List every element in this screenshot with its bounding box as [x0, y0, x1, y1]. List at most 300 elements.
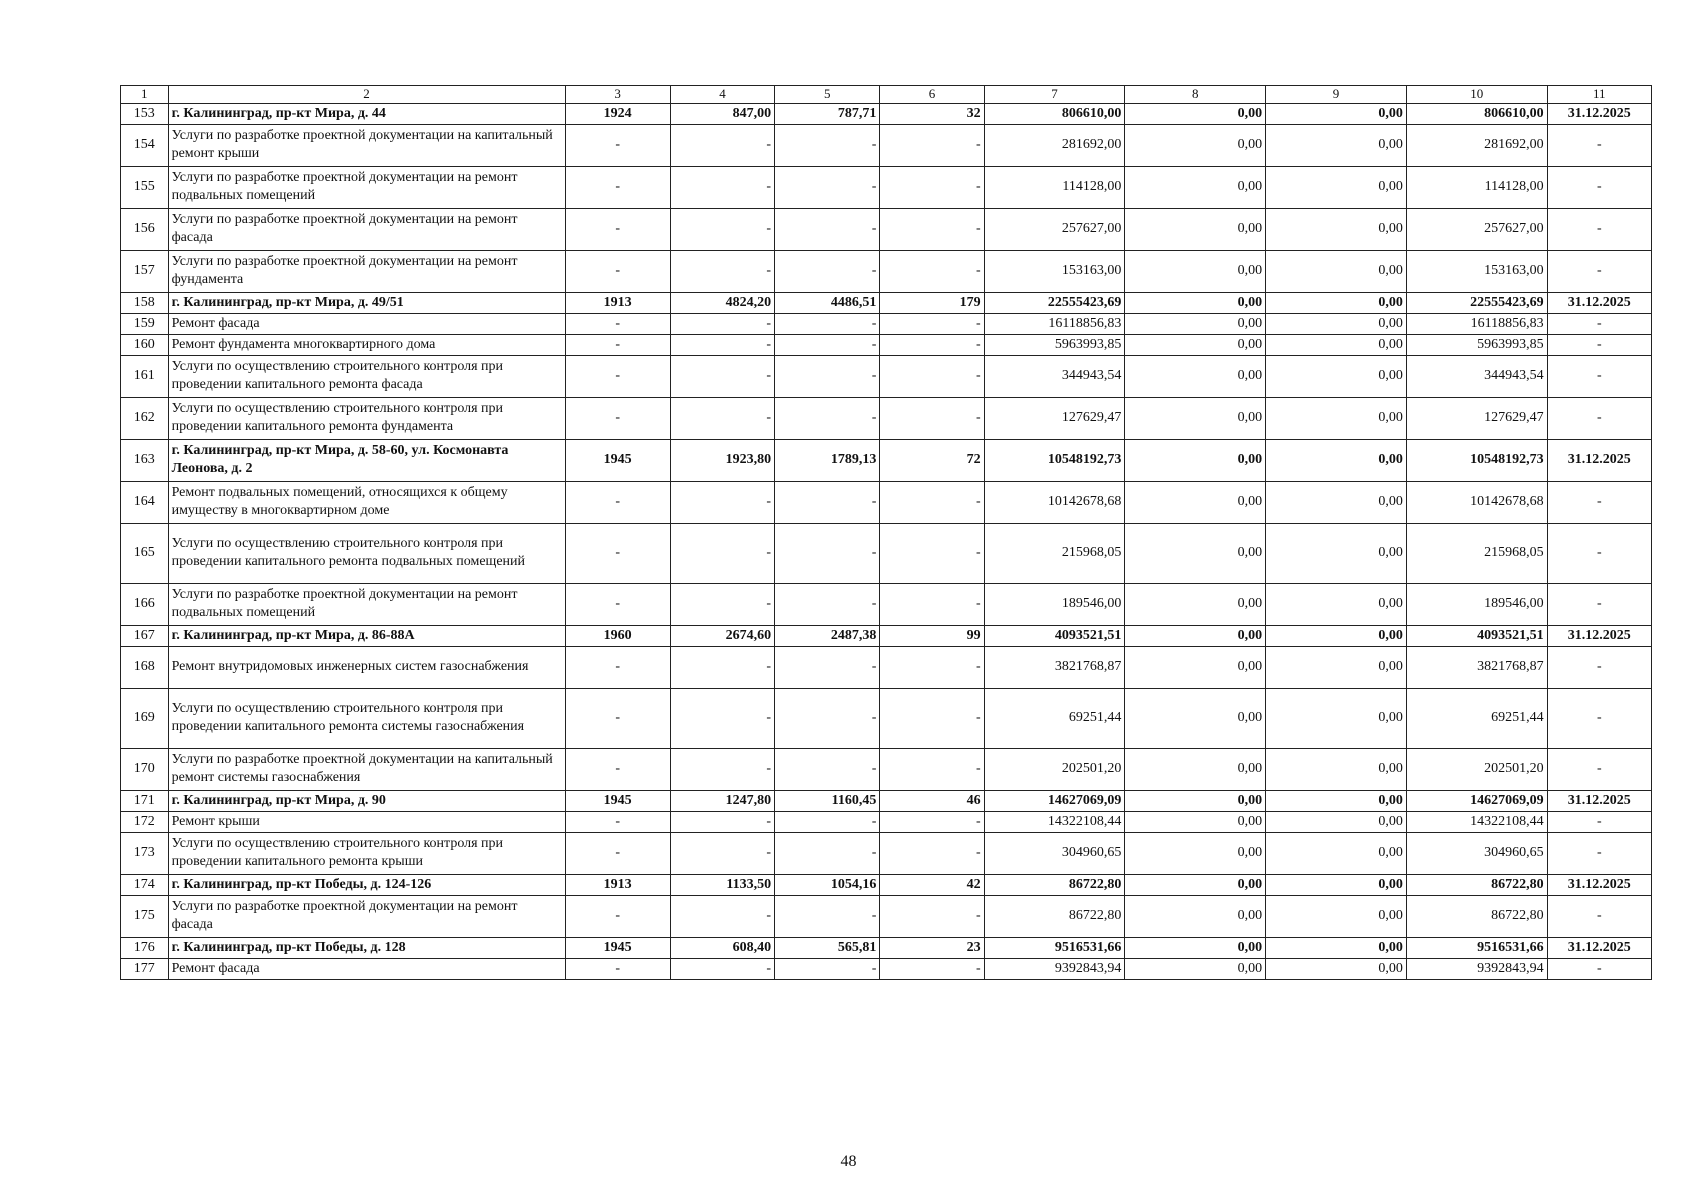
row-name: Ремонт фасада	[168, 958, 565, 979]
area-total: 1133,50	[670, 874, 774, 895]
value-col10: 86722,80	[1406, 895, 1547, 937]
cost-total: 189546,00	[984, 583, 1125, 625]
row-name: г. Калининград, пр-кт Мира, д. 44	[168, 103, 565, 124]
cost-total: 86722,80	[984, 874, 1125, 895]
cost-total: 215968,05	[984, 523, 1125, 583]
deadline: 31.12.2025	[1547, 292, 1651, 313]
value-col9: 0,00	[1266, 583, 1407, 625]
row-number: 173	[121, 832, 169, 874]
column-number: 1	[121, 86, 169, 104]
value-col8: 0,00	[1125, 355, 1266, 397]
deadline: -	[1547, 748, 1651, 790]
residents-count: -	[880, 895, 984, 937]
row-number: 157	[121, 250, 169, 292]
deadline: -	[1547, 895, 1651, 937]
area-living: 1054,16	[775, 874, 880, 895]
deadline: -	[1547, 523, 1651, 583]
area-living: -	[775, 481, 880, 523]
row-number: 169	[121, 688, 169, 748]
value-col10: 114128,00	[1406, 166, 1547, 208]
row-name: Услуги по разработке проектной документации на ремонт фасада	[168, 208, 565, 250]
area-total: -	[670, 895, 774, 937]
cost-total: 9392843,94	[984, 958, 1125, 979]
value-col10: 9392843,94	[1406, 958, 1547, 979]
cost-total: 344943,54	[984, 355, 1125, 397]
area-living: 1160,45	[775, 790, 880, 811]
area-living: -	[775, 832, 880, 874]
cost-total: 3821768,87	[984, 646, 1125, 688]
value-col8: 0,00	[1125, 748, 1266, 790]
row-number: 170	[121, 748, 169, 790]
area-total: -	[670, 958, 774, 979]
area-total: -	[670, 811, 774, 832]
value-col9: 0,00	[1266, 250, 1407, 292]
area-living: -	[775, 895, 880, 937]
row-name: Услуги по разработке проектной документации на ремонт фундамента	[168, 250, 565, 292]
value-col10: 344943,54	[1406, 355, 1547, 397]
residents-count: -	[880, 397, 984, 439]
deadline: 31.12.2025	[1547, 625, 1651, 646]
area-living: -	[775, 688, 880, 748]
area-living: -	[775, 355, 880, 397]
residents-count: 46	[880, 790, 984, 811]
build-year: -	[565, 748, 670, 790]
value-col10: 10142678,68	[1406, 481, 1547, 523]
area-living: -	[775, 166, 880, 208]
area-total: -	[670, 124, 774, 166]
value-col9: 0,00	[1266, 481, 1407, 523]
table-row	[121, 646, 1652, 688]
row-name: Ремонт фасада	[168, 313, 565, 334]
residents-count: -	[880, 355, 984, 397]
area-total: -	[670, 523, 774, 583]
area-total: -	[670, 313, 774, 334]
area-living: 787,71	[775, 103, 880, 124]
row-number: 156	[121, 208, 169, 250]
table-row	[121, 166, 1652, 208]
row-name: Услуги по осуществлению строительного контроля при проведении капитального ремонта подвальных помещений	[168, 523, 565, 583]
cost-total: 806610,00	[984, 103, 1125, 124]
value-col8: 0,00	[1125, 292, 1266, 313]
residents-count: -	[880, 166, 984, 208]
deadline: -	[1547, 166, 1651, 208]
table-row	[121, 895, 1652, 937]
cost-total: 10548192,73	[984, 439, 1125, 481]
value-col8: 0,00	[1125, 439, 1266, 481]
row-name: Услуги по осуществлению строительного контроля при проведении капитального ремонта фундамента	[168, 397, 565, 439]
cost-total: 127629,47	[984, 397, 1125, 439]
value-col9: 0,00	[1266, 625, 1407, 646]
value-col10: 10548192,73	[1406, 439, 1547, 481]
row-number: 161	[121, 355, 169, 397]
residents-count: 23	[880, 937, 984, 958]
value-col10: 189546,00	[1406, 583, 1547, 625]
deadline: -	[1547, 250, 1651, 292]
value-col8: 0,00	[1125, 811, 1266, 832]
build-year: 1913	[565, 292, 670, 313]
table-row	[121, 937, 1652, 958]
area-total: -	[670, 481, 774, 523]
row-number: 176	[121, 937, 169, 958]
value-col10: 127629,47	[1406, 397, 1547, 439]
table-row	[121, 748, 1652, 790]
row-name: Услуги по разработке проектной документации на ремонт подвальных помещений	[168, 166, 565, 208]
table-row	[121, 292, 1652, 313]
build-year: -	[565, 688, 670, 748]
residents-count: -	[880, 748, 984, 790]
table-row	[121, 625, 1652, 646]
row-number: 153	[121, 103, 169, 124]
residents-count: -	[880, 523, 984, 583]
table-row	[121, 583, 1652, 625]
cost-total: 114128,00	[984, 166, 1125, 208]
value-col9: 0,00	[1266, 166, 1407, 208]
row-name: г. Калининград, пр-кт Мира, д. 49/51	[168, 292, 565, 313]
cost-total: 153163,00	[984, 250, 1125, 292]
row-name: Ремонт подвальных помещений, относящихся к общему имуществу в многоквартирном доме	[168, 481, 565, 523]
area-total: -	[670, 583, 774, 625]
value-col10: 215968,05	[1406, 523, 1547, 583]
value-col9: 0,00	[1266, 958, 1407, 979]
table-row	[121, 313, 1652, 334]
row-number: 171	[121, 790, 169, 811]
deadline: -	[1547, 958, 1651, 979]
cost-total: 22555423,69	[984, 292, 1125, 313]
deadline: -	[1547, 646, 1651, 688]
deadline: -	[1547, 334, 1651, 355]
build-year: -	[565, 334, 670, 355]
build-year: 1924	[565, 103, 670, 124]
table-row	[121, 208, 1652, 250]
cost-total: 257627,00	[984, 208, 1125, 250]
deadline: -	[1547, 583, 1651, 625]
value-col10: 304960,65	[1406, 832, 1547, 874]
table-row	[121, 688, 1652, 748]
build-year: 1960	[565, 625, 670, 646]
residents-count: -	[880, 124, 984, 166]
build-year: -	[565, 208, 670, 250]
row-name: Услуги по разработке проектной документации на капитальный ремонт системы газоснабжения	[168, 748, 565, 790]
row-number: 166	[121, 583, 169, 625]
area-total: -	[670, 166, 774, 208]
area-total: 2674,60	[670, 625, 774, 646]
row-name: г. Калининград, пр-кт Победы, д. 128	[168, 937, 565, 958]
row-name: Услуги по разработке проектной документации на капитальный ремонт крыши	[168, 124, 565, 166]
build-year: -	[565, 811, 670, 832]
area-total: -	[670, 646, 774, 688]
deadline: -	[1547, 688, 1651, 748]
value-col10: 153163,00	[1406, 250, 1547, 292]
value-col9: 0,00	[1266, 355, 1407, 397]
area-living: -	[775, 811, 880, 832]
table-row	[121, 832, 1652, 874]
build-year: 1945	[565, 937, 670, 958]
cost-total: 4093521,51	[984, 625, 1125, 646]
row-number: 164	[121, 481, 169, 523]
page-number: 48	[840, 1153, 857, 1170]
build-year: -	[565, 832, 670, 874]
value-col8: 0,00	[1125, 334, 1266, 355]
value-col9: 0,00	[1266, 937, 1407, 958]
column-number: 6	[880, 86, 984, 104]
area-living: -	[775, 583, 880, 625]
build-year: 1913	[565, 874, 670, 895]
area-total: -	[670, 355, 774, 397]
value-col10: 806610,00	[1406, 103, 1547, 124]
value-col8: 0,00	[1125, 124, 1266, 166]
build-year: -	[565, 313, 670, 334]
column-number: 2	[168, 86, 565, 104]
value-col10: 14322108,44	[1406, 811, 1547, 832]
value-col9: 0,00	[1266, 292, 1407, 313]
value-col8: 0,00	[1125, 397, 1266, 439]
table-row	[121, 811, 1652, 832]
cost-total: 9516531,66	[984, 937, 1125, 958]
area-total: -	[670, 334, 774, 355]
value-col10: 5963993,85	[1406, 334, 1547, 355]
area-total: 608,40	[670, 937, 774, 958]
table-row	[121, 481, 1652, 523]
column-number: 9	[1266, 86, 1407, 104]
value-col8: 0,00	[1125, 250, 1266, 292]
value-col10: 3821768,87	[1406, 646, 1547, 688]
area-living: -	[775, 208, 880, 250]
build-year: -	[565, 481, 670, 523]
value-col10: 9516531,66	[1406, 937, 1547, 958]
cost-total: 304960,65	[984, 832, 1125, 874]
deadline: 31.12.2025	[1547, 103, 1651, 124]
deadline: 31.12.2025	[1547, 439, 1651, 481]
residents-count: -	[880, 688, 984, 748]
build-year: -	[565, 895, 670, 937]
value-col9: 0,00	[1266, 334, 1407, 355]
value-col8: 0,00	[1125, 646, 1266, 688]
residents-count: 42	[880, 874, 984, 895]
deadline: -	[1547, 397, 1651, 439]
value-col8: 0,00	[1125, 895, 1266, 937]
area-living: -	[775, 958, 880, 979]
row-number: 175	[121, 895, 169, 937]
row-number: 162	[121, 397, 169, 439]
row-name: Ремонт крыши	[168, 811, 565, 832]
table-row	[121, 103, 1652, 124]
row-number: 172	[121, 811, 169, 832]
build-year: -	[565, 250, 670, 292]
row-number: 158	[121, 292, 169, 313]
value-col10: 257627,00	[1406, 208, 1547, 250]
area-total: 4824,20	[670, 292, 774, 313]
area-living: -	[775, 250, 880, 292]
build-year: -	[565, 646, 670, 688]
area-living: -	[775, 334, 880, 355]
residents-count: 179	[880, 292, 984, 313]
cost-total: 86722,80	[984, 895, 1125, 937]
value-col9: 0,00	[1266, 811, 1407, 832]
value-col9: 0,00	[1266, 748, 1407, 790]
table-row	[121, 250, 1652, 292]
value-col8: 0,00	[1125, 166, 1266, 208]
value-col9: 0,00	[1266, 208, 1407, 250]
deadline: -	[1547, 313, 1651, 334]
row-number: 155	[121, 166, 169, 208]
build-year: -	[565, 124, 670, 166]
cost-total: 16118856,83	[984, 313, 1125, 334]
value-col9: 0,00	[1266, 523, 1407, 583]
area-total: 1923,80	[670, 439, 774, 481]
value-col8: 0,00	[1125, 625, 1266, 646]
table-row	[121, 397, 1652, 439]
value-col10: 14627069,09	[1406, 790, 1547, 811]
build-year: -	[565, 583, 670, 625]
cost-total: 14627069,09	[984, 790, 1125, 811]
value-col8: 0,00	[1125, 688, 1266, 748]
table-row	[121, 439, 1652, 481]
area-total: 1247,80	[670, 790, 774, 811]
value-col10: 4093521,51	[1406, 625, 1547, 646]
value-col9: 0,00	[1266, 790, 1407, 811]
row-number: 163	[121, 439, 169, 481]
works-table	[120, 85, 1652, 980]
residents-count: -	[880, 583, 984, 625]
area-living: -	[775, 523, 880, 583]
build-year: -	[565, 958, 670, 979]
value-col9: 0,00	[1266, 313, 1407, 334]
row-number: 168	[121, 646, 169, 688]
column-number: 3	[565, 86, 670, 104]
deadline: -	[1547, 832, 1651, 874]
build-year: -	[565, 523, 670, 583]
column-number: 11	[1547, 86, 1651, 104]
table-row	[121, 790, 1652, 811]
column-number: 4	[670, 86, 774, 104]
area-living: -	[775, 748, 880, 790]
row-name: Услуги по разработке проектной документации на ремонт подвальных помещений	[168, 583, 565, 625]
row-number: 174	[121, 874, 169, 895]
residents-count: -	[880, 811, 984, 832]
area-living: -	[775, 646, 880, 688]
column-number: 8	[1125, 86, 1266, 104]
row-name: г. Калининград, пр-кт Мира, д. 90	[168, 790, 565, 811]
row-name: Ремонт внутридомовых инженерных систем газоснабжения	[168, 646, 565, 688]
residents-count: -	[880, 250, 984, 292]
row-number: 160	[121, 334, 169, 355]
area-total: -	[670, 397, 774, 439]
value-col8: 0,00	[1125, 790, 1266, 811]
deadline: 31.12.2025	[1547, 874, 1651, 895]
residents-count: -	[880, 334, 984, 355]
row-name: Услуги по осуществлению строительного контроля при проведении капитального ремонта системы газоснабжения	[168, 688, 565, 748]
value-col9: 0,00	[1266, 124, 1407, 166]
row-name: Услуги по осуществлению строительного контроля при проведении капитального ремонта фасада	[168, 355, 565, 397]
cost-total: 202501,20	[984, 748, 1125, 790]
column-number-row	[121, 86, 1652, 104]
value-col8: 0,00	[1125, 874, 1266, 895]
area-living: 1789,13	[775, 439, 880, 481]
table-row	[121, 874, 1652, 895]
deadline: -	[1547, 355, 1651, 397]
row-number: 159	[121, 313, 169, 334]
residents-count: -	[880, 481, 984, 523]
row-name: Ремонт фундамента многоквартирного дома	[168, 334, 565, 355]
value-col8: 0,00	[1125, 958, 1266, 979]
row-name: Услуги по разработке проектной документации на ремонт фасада	[168, 895, 565, 937]
value-col10: 16118856,83	[1406, 313, 1547, 334]
value-col10: 86722,80	[1406, 874, 1547, 895]
column-number: 10	[1406, 86, 1547, 104]
row-name: г. Калининград, пр-кт Мира, д. 58-60, ул. Космонавта Леонова, д. 2	[168, 439, 565, 481]
table-row	[121, 523, 1652, 583]
value-col8: 0,00	[1125, 481, 1266, 523]
cost-total: 281692,00	[984, 124, 1125, 166]
build-year: 1945	[565, 790, 670, 811]
value-col10: 202501,20	[1406, 748, 1547, 790]
build-year: -	[565, 397, 670, 439]
value-col10: 69251,44	[1406, 688, 1547, 748]
area-living: 2487,38	[775, 625, 880, 646]
area-living: -	[775, 397, 880, 439]
value-col10: 281692,00	[1406, 124, 1547, 166]
residents-count: -	[880, 646, 984, 688]
value-col8: 0,00	[1125, 937, 1266, 958]
area-total: 847,00	[670, 103, 774, 124]
table-row	[121, 355, 1652, 397]
deadline: -	[1547, 124, 1651, 166]
row-number: 177	[121, 958, 169, 979]
deadline: -	[1547, 208, 1651, 250]
area-total: -	[670, 250, 774, 292]
residents-count: -	[880, 832, 984, 874]
area-living: 4486,51	[775, 292, 880, 313]
area-living: -	[775, 124, 880, 166]
residents-count: 32	[880, 103, 984, 124]
value-col8: 0,00	[1125, 208, 1266, 250]
value-col9: 0,00	[1266, 397, 1407, 439]
column-number: 7	[984, 86, 1125, 104]
cost-total: 5963993,85	[984, 334, 1125, 355]
table-body	[121, 86, 1652, 980]
value-col9: 0,00	[1266, 688, 1407, 748]
cost-total: 69251,44	[984, 688, 1125, 748]
area-total: -	[670, 688, 774, 748]
build-year: -	[565, 355, 670, 397]
area-living: 565,81	[775, 937, 880, 958]
value-col8: 0,00	[1125, 103, 1266, 124]
area-total: -	[670, 832, 774, 874]
residents-count: -	[880, 208, 984, 250]
value-col9: 0,00	[1266, 895, 1407, 937]
residents-count: -	[880, 958, 984, 979]
value-col10: 22555423,69	[1406, 292, 1547, 313]
value-col9: 0,00	[1266, 439, 1407, 481]
build-year: -	[565, 166, 670, 208]
area-total: -	[670, 748, 774, 790]
row-number: 154	[121, 124, 169, 166]
table-row	[121, 334, 1652, 355]
value-col9: 0,00	[1266, 874, 1407, 895]
residents-count: -	[880, 313, 984, 334]
deadline: -	[1547, 811, 1651, 832]
residents-count: 72	[880, 439, 984, 481]
row-name: г. Калининград, пр-кт Победы, д. 124-126	[168, 874, 565, 895]
area-living: -	[775, 313, 880, 334]
row-number: 167	[121, 625, 169, 646]
value-col9: 0,00	[1266, 103, 1407, 124]
table-row	[121, 958, 1652, 979]
value-col9: 0,00	[1266, 832, 1407, 874]
value-col8: 0,00	[1125, 583, 1266, 625]
cost-total: 14322108,44	[984, 811, 1125, 832]
value-col8: 0,00	[1125, 313, 1266, 334]
